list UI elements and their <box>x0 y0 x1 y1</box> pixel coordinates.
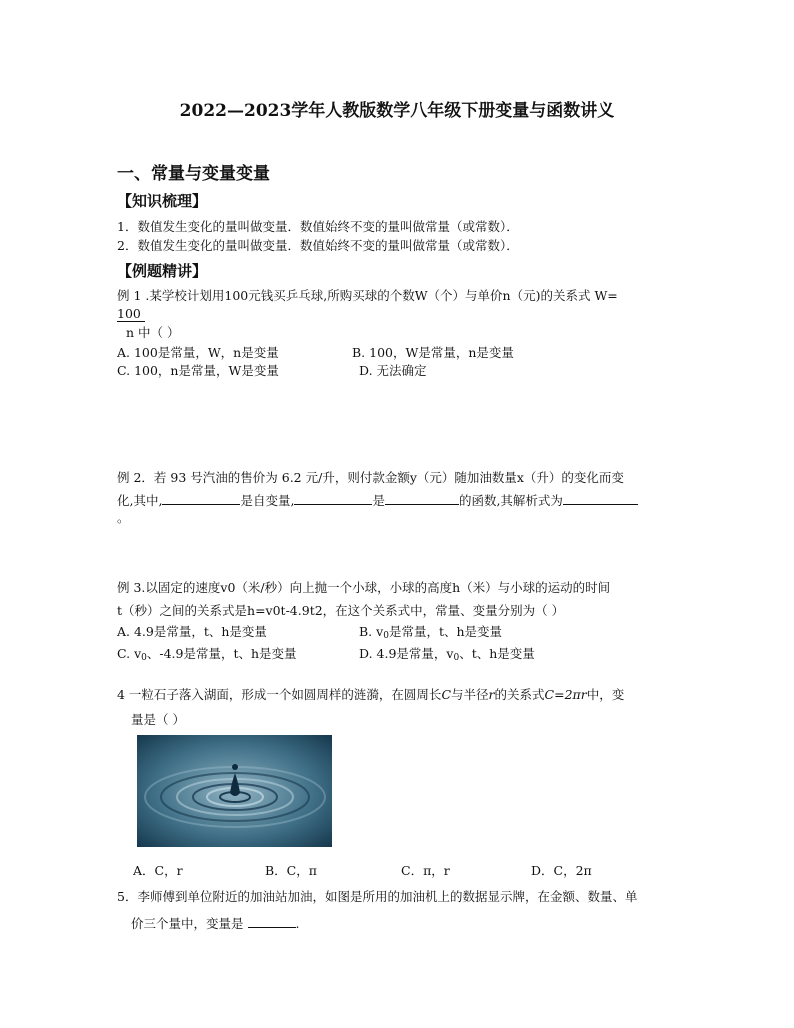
blank-5[interactable] <box>248 915 296 928</box>
option-b-text: B. v <box>359 624 384 639</box>
example-3-option-c <box>117 644 297 663</box>
example-4-line-1 <box>117 685 624 703</box>
variable-c: C <box>441 687 452 702</box>
example-1-option-d: D. 无法确定 <box>359 363 427 378</box>
example-4-text-b: 与半径 <box>451 687 489 702</box>
example-4-text-a: 4 一粒石子落入湖面，形成一个如圆周样的涟漪，在圆周长 <box>117 687 442 702</box>
knowledge-item-1: 1．数值发生变化的量叫做变量．数值始终不变的量叫做常量（或常数）． <box>117 219 519 234</box>
example-5-line-1: 5．李师傅到单位附近的加油站加油，如图是所用的加油机上的数据显示牌，在金额、数量、单 <box>117 889 638 904</box>
example-2-text-b: 是自变量, <box>240 493 295 508</box>
option-c-rest: 、-4.9是常量，t、h是变量 <box>146 646 297 661</box>
blank-2[interactable] <box>294 492 372 505</box>
knowledge-item-2: 2．数值发生变化的量叫做变量．数值始终不变的量叫做常量（或常数）． <box>117 238 519 253</box>
example-1-option-b: B. 100，W是常量，n是变量 <box>352 345 514 360</box>
blank-3[interactable] <box>385 492 459 505</box>
option-c-subscript: 0 <box>141 653 147 663</box>
example-3-option-d <box>359 644 535 663</box>
example-5-line-2 <box>131 914 299 932</box>
example-5-text-a: 价三个量中，变量是 <box>131 916 244 931</box>
ripple-photo <box>137 735 332 847</box>
knowledge-heading: 【知识梳理】 <box>117 192 208 210</box>
example-2-line-1: 例 2．若 93 号汽油的售价为 6.2 元/升，则付款金额y（元）随加油数量x（升）的变化而变 <box>117 470 624 485</box>
document-title: 2022—2023学年人教版数学八年级下册变量与函数讲义 <box>179 101 615 121</box>
example-4-option-a: A．C，r <box>133 863 183 878</box>
example-2-line-3: 。 <box>117 510 130 525</box>
example-2-text-d: 的函数,其解析式为 <box>458 493 563 508</box>
option-c-text: C. v <box>117 646 142 661</box>
example-1-option-c: C. 100，n是常量，W是变量 <box>117 363 279 378</box>
example-4-option-d: D．C，2π <box>531 863 592 878</box>
example-4-option-b: B．C，π <box>265 863 317 878</box>
example-4-option-c: C．π，r <box>401 863 450 878</box>
example-4-text-d: 中，变 <box>586 687 625 702</box>
variable-r: r <box>488 687 495 702</box>
formula: C=2πr <box>544 687 587 702</box>
blank-4[interactable] <box>563 492 638 505</box>
fraction-denominator: n 中（ ） <box>126 325 180 340</box>
option-d-rest: 、t、h是变量 <box>459 646 535 661</box>
examples-heading: 【例题精讲】 <box>117 262 208 280</box>
fraction-numerator: 100 <box>117 306 145 322</box>
option-b-subscript: 0 <box>383 631 389 641</box>
example-2-line-2 <box>117 491 638 509</box>
example-4-text-c: 的关系式 <box>494 687 545 702</box>
example-5-text-b: . <box>295 916 300 931</box>
example-3-option-b <box>359 622 502 641</box>
example-1-stem: 例 1 .某学校计划用100元钱买乒乓球,所购买球的个数W（个）与单价n（元)的关系式 W= <box>117 288 618 303</box>
example-2-text-c: 是 <box>372 493 385 508</box>
example-3-line-1: 例 3.以固定的速度v0（米/秒）向上抛一个小球，小球的高度h（米）与小球的运动的时间 <box>117 580 611 595</box>
example-2-text-a: 化,其中, <box>117 493 163 508</box>
option-d-subscript: 0 <box>453 653 460 663</box>
option-b-rest: 是常量，t、h是变量 <box>388 624 503 639</box>
example-3-option-a: A. 4.9是常量，t、h是变量 <box>117 624 267 639</box>
option-d-text: D. 4.9是常量，v <box>359 646 454 661</box>
section-heading: 一、常量与变量变量 <box>117 164 270 184</box>
example-4-line-2: 量是（ ） <box>131 712 185 727</box>
example-3-line-2: t（秒）之间的关系式是h=v0t-4.9t2，在这个关系式中，常量、变量分别为（ ） <box>117 603 565 618</box>
example-1-option-a: A. 100是常量，W，n是变量 <box>117 345 279 360</box>
blank-1[interactable] <box>162 492 240 505</box>
